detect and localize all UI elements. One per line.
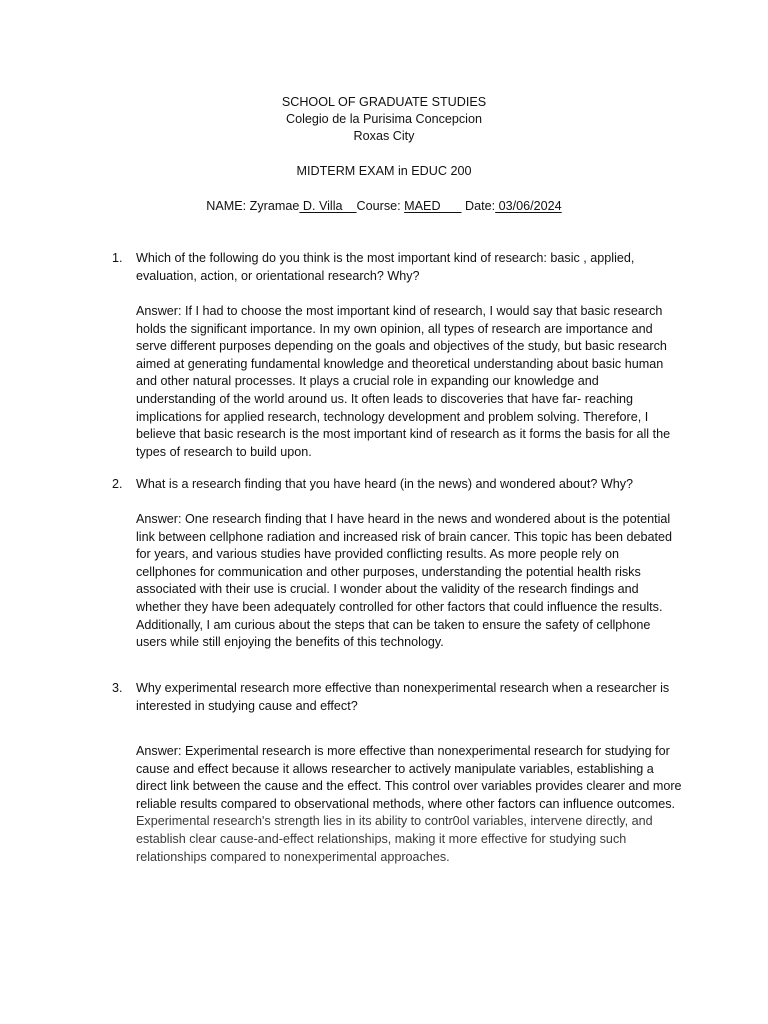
answer-2: Answer: One research finding that I have heard in the news and wondered about is the potential link between cellphone radiation and increased risk of brain cancer. This topic has been debated for years, and various studies have provided conflicting results. As more people rely on cellphones for communication and other purposes, understanding the potential health risks associated with their use is crucial. I wonder about the validity of the research findings and whether they have been adequately controlled for other factors that could influence the results. Additionally, I am curious about the steps that can be taken to ensure the safety of cellphone users while still enjoying the benefits of this technology.: [136, 512, 673, 650]
question-text: Which of the following do you think is the most important kind of research: basic , applied, evaluation, action, or orientational research? Why?: [136, 251, 635, 283]
answer-3-continued: Experimental research's strength lies in its ability to contr0ol variables, intervene directly, and establish clear cause-and-effect relationships, making it more effective for studying such relationships compared to nonexperimental approaches.: [136, 814, 653, 864]
document-header: [0, 94, 768, 145]
question-number: 2.: [112, 477, 123, 491]
answer-3-main: Answer: Experimental research is more effective than nonexperimental research for studying for cause and effect because it allows researcher to actively manipulate variables, establishing a direct link between the cause and the effect. This control over variables provides clearer and more reliable results compared to observational methods, where other factors can influence outcomes.: [136, 744, 682, 811]
city-name: Roxas City: [353, 129, 415, 143]
question-text: Why experimental research more effective than nonexperimental research when a researcher is interested in studying cause and effect?: [136, 681, 670, 713]
answer-3: [136, 743, 682, 866]
exam-title: MIDTERM EXAM in EDUC 200: [296, 164, 472, 178]
question-2: [112, 476, 682, 494]
date-value: 03/06/2024: [495, 199, 562, 213]
date-label: Date:: [461, 199, 496, 213]
course-label: Course:: [356, 199, 405, 213]
question-number: 3.: [112, 681, 123, 695]
question-3: [112, 680, 682, 715]
question-1: [112, 250, 682, 285]
name-value: D. Villa: [299, 199, 357, 213]
school-name: SCHOOL OF GRADUATE STUDIES: [281, 95, 487, 109]
question-number: 1.: [112, 251, 123, 265]
question-text: What is a research finding that you have heard (in the news) and wondered about? Why?: [136, 477, 634, 491]
name-label: NAME: Zyramae: [206, 199, 300, 213]
college-name: Colegio de la Purisima Concepcion: [285, 112, 482, 126]
student-info-line: [0, 198, 768, 215]
course-value: MAED: [404, 199, 462, 213]
answer-1: Answer: If I had to choose the most important kind of research, I would say that basic research holds the significant importance. In my own opinion, all types of research are importance and serve different purposes depending on the goals and objectives of the study, but basic research aimed at generating fundamental knowledge and theoretical understanding about basic human and other natural processes. It plays a crucial role in expanding our knowledge and understanding of the world around us. It often leads to discoveries that have far- reaching implications for applied research, technology development and problem solving. Therefore, I believe that basic research is the most important kind of research as it forms the basis for all the types of research to build upon.: [136, 304, 671, 459]
